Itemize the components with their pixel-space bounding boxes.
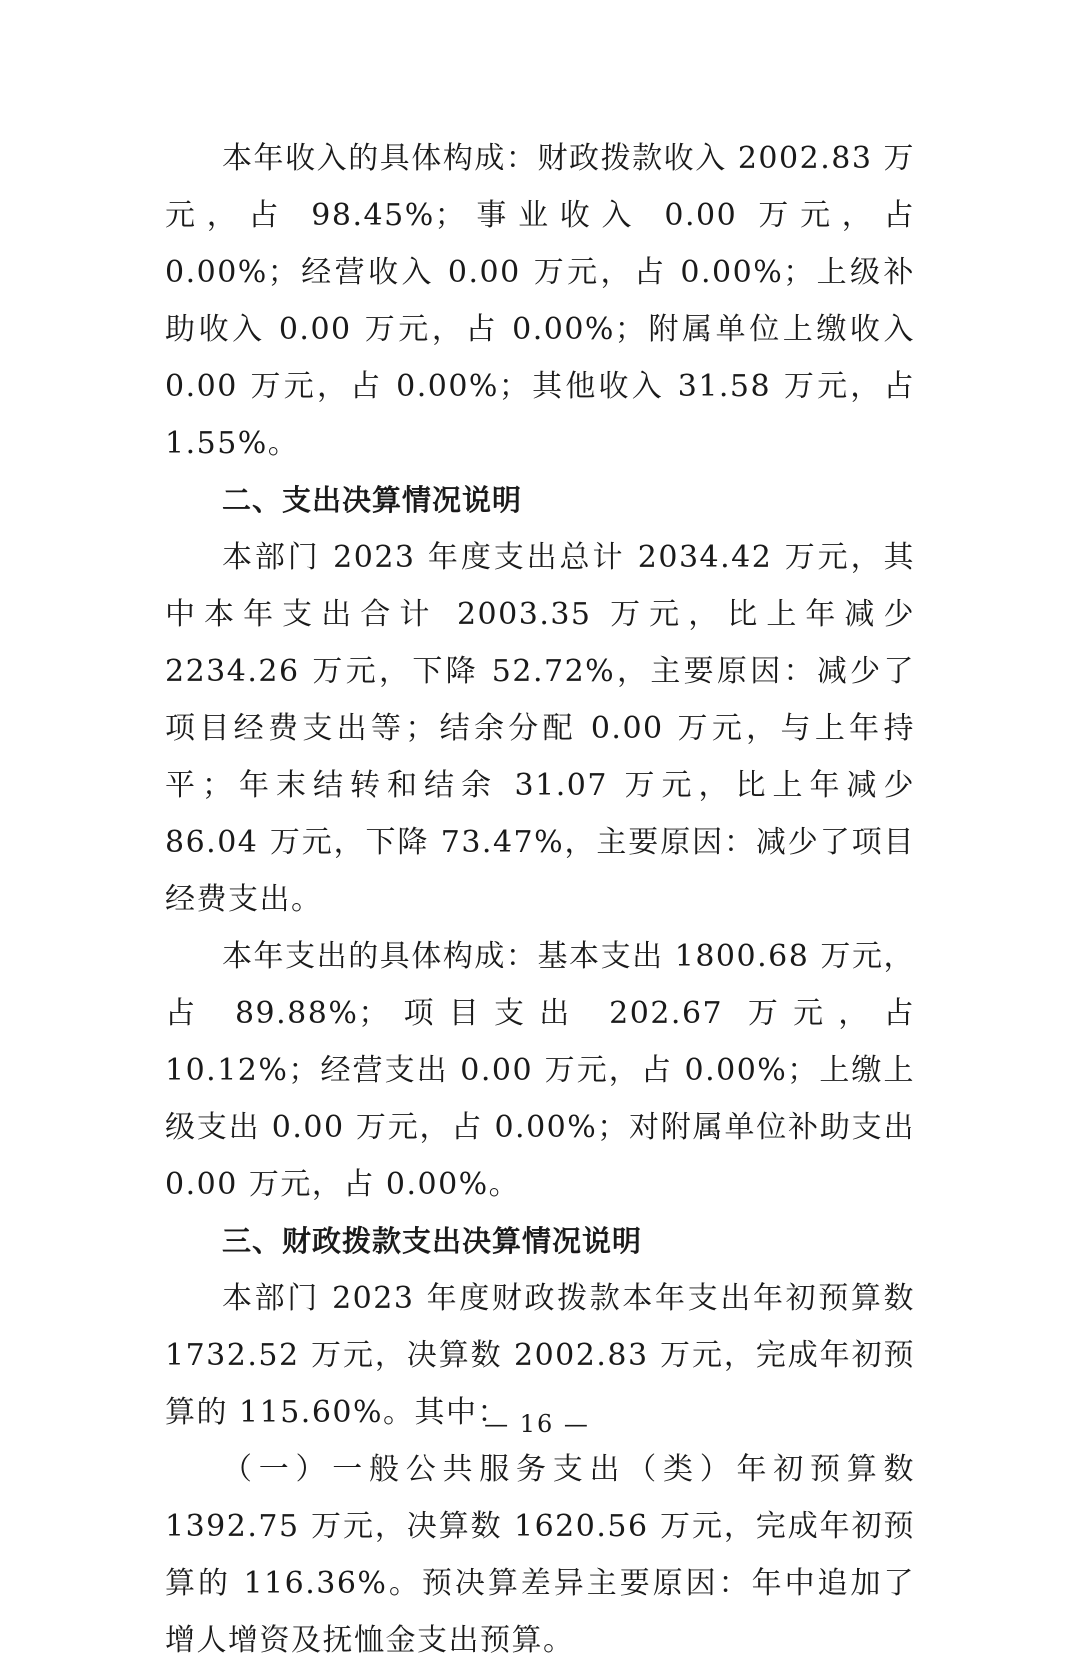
page-number: — 16 — bbox=[484, 1410, 590, 1438]
section-heading-fiscal-expenditure: 三、财政拨款支出决算情况说明 bbox=[222, 1224, 643, 1258]
paragraph-fiscal-budget: 本部门 2023 年度财政拨款本年支出年初预算数 1732.52 万元，决算数 2002.83 万元，完成年初预算的 115.60%。其中： bbox=[165, 1281, 915, 1430]
paragraph-expenditure-total: 本部门 2023 年度支出总计 2034.42 万元，其中本年支出合计 2003.35 万元，比上年减少 2234.26 万元，下降 52.72%，主要原因：减少了项目经费支出等；结余分配 0.00 万元，与上年持平；年末结转和结余 31.07 万元，比上年减少 86.04 万元，下降 73.47%，主要原因：减少了项目经费支出。 bbox=[165, 540, 915, 917]
paragraph-income-composition: 本年收入的具体构成：财政拨款收入 2002.83 万元，占 98.45%；事业收入 0.00 万元，占 0.00%；经营收入 0.00 万元，占 0.00%；上级补助收入 0.00 万元，占 0.00%；附属单位上缴收入 0.00 万元，占 0.00%；其他收入 31.58 万元，占 1.55%。 bbox=[165, 141, 915, 461]
paragraph-expenditure-composition: 本年支出的具体构成：基本支出 1800.68 万元，占 89.88%；项目支出 202.67 万元，占 10.12%；经营支出 0.00 万元，占 0.00%；上缴上级支出 0.00 万元，占 0.00%；对附属单位补助支出 0.00 万元，占 0.00%。 bbox=[165, 939, 915, 1202]
document-body bbox=[165, 130, 915, 1669]
section-heading-expenditure: 二、支出决算情况说明 bbox=[222, 483, 523, 517]
paragraph-general-public-services: （一）一般公共服务支出（类）年初预算数 1392.75 万元，决算数 1620.56 万元，完成年初预算的 116.36%。预决算差异主要原因：年中追加了增人增资及抚恤金支出预算。 bbox=[165, 1452, 915, 1658]
